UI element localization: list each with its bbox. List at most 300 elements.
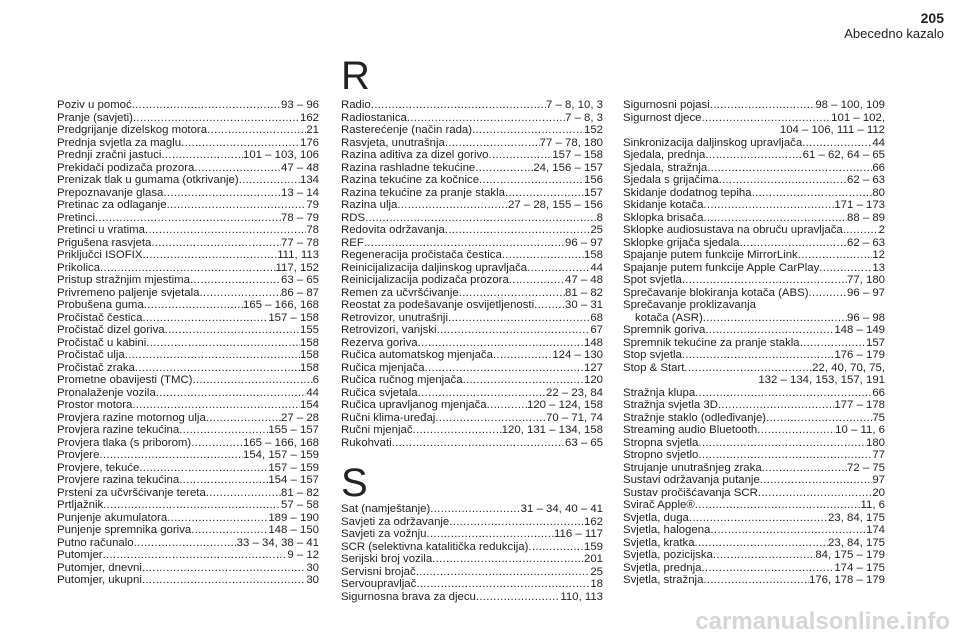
index-entry xyxy=(57,549,319,562)
index-entry xyxy=(341,516,603,529)
entry-pages: 171 – 173 xyxy=(834,199,885,211)
index-entry xyxy=(57,399,319,412)
section-title: Abecedno kazalo xyxy=(844,26,944,41)
index-entry xyxy=(623,574,885,587)
entry-pages: 67 xyxy=(590,324,603,336)
leader-dots xyxy=(489,149,553,162)
entry-pages: 10 – 11, 6 xyxy=(835,424,885,436)
leader-dots xyxy=(134,537,237,550)
leader-dots xyxy=(682,274,847,287)
entry-pages: 18 xyxy=(590,578,603,590)
leader-dots xyxy=(472,124,584,137)
leader-dots xyxy=(103,499,281,512)
entry-label: Svjetla, stražnja xyxy=(623,574,704,586)
index-entry xyxy=(341,528,603,541)
leader-dots xyxy=(146,337,300,350)
entry-label: Privremeno paljenje svjetala xyxy=(57,286,200,299)
entry-label: Skidanje dodatnog tepiha xyxy=(623,186,752,199)
entry-pages: 27 – 28, 155 – 156 xyxy=(507,199,603,211)
entry-pages: 77 – 78 xyxy=(280,236,319,249)
entry-pages: 154, 157 – 159 xyxy=(242,449,319,461)
entry-pages: 2 xyxy=(878,224,885,236)
index-entry xyxy=(341,249,603,262)
leader-dots xyxy=(689,512,828,525)
entry-label: Rezerva goriva xyxy=(341,336,418,349)
index-entry xyxy=(57,287,319,300)
entry-pages: 201 xyxy=(583,553,603,565)
entry-label: Prepoznavanje glasa xyxy=(57,186,164,199)
index-entry xyxy=(623,299,885,312)
entry-label: Stražnja klupa xyxy=(623,386,696,399)
leader-dots xyxy=(425,362,584,375)
index-entry xyxy=(341,187,603,200)
leader-dots xyxy=(695,537,828,550)
entry-label: Sigurnosni pojasi xyxy=(623,99,710,111)
index-entry xyxy=(341,553,603,566)
leader-dots xyxy=(445,137,540,150)
leader-dots xyxy=(695,387,872,400)
entry-label: Ručica mjenjača xyxy=(341,361,425,374)
leader-dots xyxy=(139,462,268,475)
entry-pages: 30 – 31 xyxy=(564,299,603,311)
entry-label: Priključci ISOFIX xyxy=(57,249,143,261)
index-entry xyxy=(623,287,885,300)
leader-dots xyxy=(181,137,300,150)
entry-label: Prednja svjetla za maglu xyxy=(57,136,182,149)
index-entry xyxy=(57,362,319,375)
entry-pages: 75 xyxy=(872,411,885,424)
entry-label: Razina ulja xyxy=(341,199,398,211)
entry-label: Pročistač dizel goriva xyxy=(57,324,165,336)
entry-label: Sustav pročišćavanja SCR xyxy=(623,486,758,499)
entry-pages: 148 xyxy=(583,336,603,349)
entry-pages: 24, 156 – 157 xyxy=(533,161,603,174)
entry-label: Servoupravljač xyxy=(341,578,417,590)
entry-pages: 120, 131 – 134, 158 xyxy=(501,424,603,436)
leader-dots xyxy=(179,474,268,487)
entry-label: Ručni mjenjač xyxy=(341,424,413,436)
leader-dots xyxy=(448,312,590,325)
leader-dots xyxy=(142,562,306,575)
entry-label: Probušena guma xyxy=(57,299,144,311)
entry-pages: 158 xyxy=(583,249,603,261)
leader-dots xyxy=(206,412,281,425)
index-entry xyxy=(623,99,885,112)
leader-dots xyxy=(762,462,847,475)
entry-pages: 77 – 78, 180 xyxy=(539,136,603,149)
entry-pages: 27 – 28 xyxy=(280,411,319,424)
leader-dots xyxy=(718,399,834,412)
index-entry xyxy=(623,524,885,537)
leader-dots xyxy=(702,562,835,575)
entry-pages: 61 – 62, 64 – 65 xyxy=(802,149,885,161)
entry-label: Provjere xyxy=(57,449,100,461)
index-entry xyxy=(623,224,885,237)
index-entry xyxy=(623,212,885,225)
entry-label: Provjere, tekuće xyxy=(57,461,140,474)
leader-dots xyxy=(167,199,307,212)
index-entry xyxy=(623,149,885,162)
entry-label: Pronalaženje vozila xyxy=(57,386,156,399)
index-entry xyxy=(57,249,319,262)
entry-label: Putomjer, ukupni xyxy=(57,574,142,586)
entry-pages: 23, 84, 175 xyxy=(827,536,885,549)
entry-label: RDS xyxy=(341,211,366,224)
leader-dots xyxy=(710,99,816,112)
index-entry xyxy=(341,124,603,137)
index-column-3 xyxy=(623,99,885,587)
entry-label: Pretinci xyxy=(57,211,95,224)
entry-pages: 158 xyxy=(299,336,319,349)
index-entry xyxy=(57,112,319,125)
index-entry xyxy=(623,312,885,325)
index-entry xyxy=(623,249,885,262)
leader-dots xyxy=(798,249,873,262)
leader-dots xyxy=(190,274,281,287)
entry-label: Servisni brojač xyxy=(341,565,416,578)
index-entry xyxy=(341,541,603,554)
entry-label: Sigurnosna brava za djecu xyxy=(341,590,476,603)
index-entry xyxy=(57,499,319,512)
leader-dots xyxy=(132,399,300,412)
entry-label: Svirač Apple® xyxy=(623,499,695,511)
index-entry xyxy=(623,362,885,375)
entry-label: Ručica upravljanog mjenjača xyxy=(341,399,487,411)
entry-pages: 157 xyxy=(865,336,885,349)
index-entry xyxy=(341,174,603,187)
entry-label: Spremnik tekućine za pranje stakla xyxy=(623,336,800,349)
leader-dots xyxy=(416,566,591,579)
entry-pages: 25 xyxy=(590,224,603,236)
leader-dots xyxy=(758,487,872,500)
entry-pages: 101 – 103, 106 xyxy=(242,149,319,161)
entry-pages: 176, 178 – 179 xyxy=(808,574,885,586)
leader-dots xyxy=(705,324,834,337)
leader-dots xyxy=(165,324,300,337)
leader-dots xyxy=(703,199,834,212)
entry-label: Reinicijalizacija daljinskog upravljača xyxy=(341,261,528,274)
index-entry xyxy=(623,274,885,287)
entry-pages: 30 xyxy=(306,574,319,586)
entry-label: SCR (selektivna katalitička redukcija) xyxy=(341,540,529,553)
leader-dots xyxy=(800,337,866,350)
entry-label: Pranje (savjeti) xyxy=(57,111,133,124)
entry-pages: 156 xyxy=(583,174,603,186)
leader-dots xyxy=(437,324,591,337)
index-entry xyxy=(341,349,603,362)
entry-label: REF xyxy=(341,236,364,249)
entry-label: Stop svjetla xyxy=(623,349,682,361)
entry-label: Svjetla, halogena xyxy=(623,524,711,536)
entry-label: Punjenje spremnika goriva xyxy=(57,524,192,536)
entry-label: Stražnje staklo (odleđivanje) xyxy=(623,411,767,424)
entry-pages: 62 – 63 xyxy=(846,174,885,186)
index-entry xyxy=(623,349,885,362)
entry-label: Prigušena rasvjeta xyxy=(57,236,152,249)
index-entry xyxy=(623,474,885,487)
leader-dots xyxy=(142,574,306,587)
index-entry xyxy=(341,412,603,425)
index-entry xyxy=(623,424,885,437)
entry-label: Prtljažnik xyxy=(57,499,104,511)
entry-pages: 174 – 175 xyxy=(834,561,885,574)
index-entry xyxy=(57,387,319,400)
entry-label: Prednji zračni jastuci xyxy=(57,149,162,161)
entry-pages: 111, 113 xyxy=(277,249,319,261)
leader-dots xyxy=(698,437,866,450)
entry-label: Streaming audio Bluetooth xyxy=(623,424,758,436)
leader-dots xyxy=(207,124,306,137)
leader-dots xyxy=(418,387,546,400)
leader-dots xyxy=(145,224,306,237)
leader-dots xyxy=(752,187,873,200)
index-column-2-r xyxy=(341,99,603,449)
entry-label: Radio xyxy=(341,99,371,111)
entry-label: Spot svjetla xyxy=(623,274,682,286)
leader-dots xyxy=(144,299,243,312)
leader-dots xyxy=(527,262,590,275)
entry-pages: 176 – 179 xyxy=(834,349,885,361)
entry-pages: 47 – 48 xyxy=(280,161,319,174)
index-entry xyxy=(341,337,603,350)
entry-label: Stop & Start xyxy=(623,361,685,374)
entry-pages: 33 – 34, 38 – 41 xyxy=(236,536,319,549)
leader-dots xyxy=(426,528,554,541)
entry-label: Ručica svjetala xyxy=(341,386,418,399)
leader-dots xyxy=(509,274,565,287)
index-entry xyxy=(341,424,603,437)
entry-label: Rasvjeta, unutrašnja xyxy=(341,136,445,149)
leader-dots xyxy=(199,287,281,300)
entry-label: Pročistač ulja xyxy=(57,349,125,361)
index-entry xyxy=(57,212,319,225)
entry-pages: 96 – 97 xyxy=(564,236,603,249)
entry-label: Reostat za podešavanje osvijetljenosti xyxy=(341,299,535,311)
index-entry xyxy=(623,174,885,187)
entry-pages: 157 xyxy=(583,186,603,199)
index-entry xyxy=(623,449,885,462)
entry-label: Stražnja svjetla 3D xyxy=(623,399,718,411)
index-entry xyxy=(57,474,319,487)
index-entry xyxy=(623,562,885,575)
index-entry xyxy=(341,137,603,150)
leader-dots xyxy=(740,237,847,250)
leader-dots xyxy=(449,516,584,529)
entry-label: Skidanje kotača xyxy=(623,199,704,211)
index-entry xyxy=(623,187,885,200)
index-entry xyxy=(57,437,319,450)
entry-label: Svjetla, prednja xyxy=(623,561,702,574)
index-entry xyxy=(341,199,603,212)
leader-dots xyxy=(151,237,281,250)
index-entry xyxy=(623,112,885,125)
entry-pages: 97 xyxy=(872,474,885,486)
leader-dots xyxy=(416,578,590,591)
index-entry xyxy=(623,137,885,150)
leader-dots xyxy=(819,262,872,275)
entry-pages: 101 – 102, xyxy=(831,111,885,124)
entry-pages: 176 xyxy=(299,136,319,149)
entry-label: Putno računalo xyxy=(57,536,134,549)
entry-pages: 158 xyxy=(299,361,319,374)
entry-label: Pročistač čestica xyxy=(57,311,143,324)
index-entry xyxy=(623,162,885,175)
page-number: 205 xyxy=(920,10,944,26)
entry-label: Spajanje putem funkcije MirrorLink xyxy=(623,249,798,261)
index-entry xyxy=(57,337,319,350)
entry-pages: 79 xyxy=(306,199,319,211)
entry-label: Sjedala s grijačima xyxy=(623,174,719,186)
entry-label: Sprečavanje blokiranja kotača (ABS) xyxy=(623,286,809,299)
leader-dots xyxy=(505,187,584,200)
index-entry xyxy=(341,262,603,275)
entry-pages: 72 – 75 xyxy=(846,461,885,474)
entry-pages: 86 – 87 xyxy=(280,286,319,299)
leader-dots xyxy=(413,424,502,437)
leader-dots xyxy=(719,174,847,187)
entry-pages: 70 – 71, 74 xyxy=(545,411,603,424)
index-entry xyxy=(57,349,319,362)
entry-pages: 152 xyxy=(583,124,603,136)
entry-label: Sklopka brisača xyxy=(623,211,704,224)
index-entry xyxy=(57,412,319,425)
entry-label: Sinkronizacija daljinskog upravljača xyxy=(623,136,803,149)
leader-dots xyxy=(364,237,565,250)
leader-dots xyxy=(502,249,584,262)
entry-pages: 165 – 166, 168 xyxy=(242,436,319,449)
index-entry xyxy=(57,99,319,112)
entry-label: Svjetla, duga xyxy=(623,511,689,524)
leader-dots xyxy=(710,524,866,537)
entry-pages: 98 – 100, 109 xyxy=(815,99,885,111)
leader-dots xyxy=(528,541,584,554)
entry-label: Provjera razine tekućina xyxy=(57,424,180,436)
entry-label: Sat (namještanje) xyxy=(341,503,431,515)
index-entry xyxy=(623,549,885,562)
entry-pages: 96 – 97 xyxy=(846,286,885,299)
entry-pages: 80 xyxy=(872,186,885,199)
entry-pages: 157 – 158 xyxy=(552,149,603,161)
entry-label: Remen za učvršćivanje xyxy=(341,286,459,299)
entry-pages: 157 – 158 xyxy=(268,311,319,324)
entry-pages: 7 – 8, 10, 3 xyxy=(546,99,603,111)
leader-dots xyxy=(239,174,300,187)
index-entry xyxy=(57,174,319,187)
entry-pages: 134 xyxy=(299,174,319,186)
index-entry xyxy=(623,237,885,250)
leader-dots xyxy=(757,424,835,437)
leader-dots xyxy=(397,199,508,212)
entry-pages: 162 xyxy=(299,111,319,124)
entry-pages: 159 xyxy=(583,540,603,553)
index-entry xyxy=(57,149,319,162)
index-entry xyxy=(57,449,319,462)
leader-dots xyxy=(191,437,243,450)
leader-dots xyxy=(766,412,872,425)
entry-label: Provjera tlaka (s priborom) xyxy=(57,436,192,449)
leader-dots xyxy=(703,312,847,325)
index-entry xyxy=(57,137,319,150)
index-entry xyxy=(57,487,319,500)
index-entry xyxy=(57,512,319,525)
leader-dots xyxy=(802,137,872,150)
index-entry xyxy=(623,324,885,337)
entry-pages: 165 – 166, 168 xyxy=(242,299,319,311)
entry-label: Stropno svjetlo xyxy=(623,449,699,461)
letter-heading-r: R xyxy=(341,54,370,98)
index-entry xyxy=(57,524,319,537)
leader-dots xyxy=(432,553,584,566)
entry-pages: 157 – 159 xyxy=(268,461,319,474)
entry-label: Savjeti za održavanje xyxy=(341,515,450,528)
entry-pages: 154 xyxy=(299,399,319,411)
index-entry xyxy=(341,503,603,516)
leader-dots xyxy=(371,99,546,112)
index-entry xyxy=(623,199,885,212)
entry-label: Rukohvati xyxy=(341,436,392,449)
index-entry xyxy=(341,374,603,387)
entry-pages: 81 – 82 xyxy=(280,486,319,499)
entry-label: Ručica ručnog mjenjača xyxy=(341,374,463,386)
entry-pages: 120 xyxy=(583,374,603,386)
entry-label: Putomjer, dnevni xyxy=(57,561,142,574)
index-entry xyxy=(341,399,603,412)
entry-pages: 31 – 34, 40 – 41 xyxy=(520,503,603,515)
index-entry xyxy=(57,537,319,550)
entry-label: Razina rashladne tekućine xyxy=(341,161,476,174)
entry-pages: 116 – 117 xyxy=(554,528,603,540)
index-entry xyxy=(623,262,885,275)
entry-pages: 44 xyxy=(872,136,885,149)
leader-dots xyxy=(206,487,281,500)
entry-pages: 11, 6 xyxy=(860,499,885,511)
entry-label: Pročistač zraka xyxy=(57,361,135,374)
entry-label: Sklopke audiosustava na obruču upravljača xyxy=(623,224,843,236)
index-entry xyxy=(57,199,319,212)
index-entry xyxy=(57,162,319,175)
entry-pages: 13 – 14 xyxy=(280,186,319,199)
entry-pages: 154 – 157 xyxy=(268,474,319,486)
entry-label: Prostor motora xyxy=(57,399,133,411)
index-entry xyxy=(623,512,885,525)
entry-label: Razina aditiva za dizel gorivo xyxy=(341,149,489,161)
entry-label: Putomjer xyxy=(57,549,103,561)
entry-label: Serijski broj vozila xyxy=(341,553,433,565)
entry-pages: 174 xyxy=(865,524,885,536)
entry-label: Reinicijalizacija podizača prozora xyxy=(341,274,509,286)
entry-label: Prikolica xyxy=(57,261,101,274)
entry-pages: 84, 175 – 179 xyxy=(815,549,885,561)
leader-dots xyxy=(760,474,873,487)
index-entry xyxy=(341,324,603,337)
entry-pages-continued: 104 – 106, 111 – 112 xyxy=(779,124,885,136)
entry-pages: 9 – 12 xyxy=(287,549,319,561)
leader-dots xyxy=(365,212,597,225)
entry-label: Sjedala, stražnja xyxy=(623,161,708,174)
index-entry xyxy=(57,187,319,200)
entry-pages: 63 – 65 xyxy=(280,274,319,286)
leader-dots xyxy=(843,224,879,237)
entry-pages: 96 – 98 xyxy=(846,311,885,324)
leader-dots xyxy=(487,399,527,412)
entry-label: Predgrijanje dizelskog motora xyxy=(57,124,208,136)
leader-dots xyxy=(705,149,802,162)
leader-dots xyxy=(702,112,832,125)
leader-dots xyxy=(100,262,275,275)
index-entry xyxy=(623,537,885,550)
entry-label: Sigurnost djece xyxy=(623,111,702,124)
leader-dots xyxy=(392,437,565,450)
